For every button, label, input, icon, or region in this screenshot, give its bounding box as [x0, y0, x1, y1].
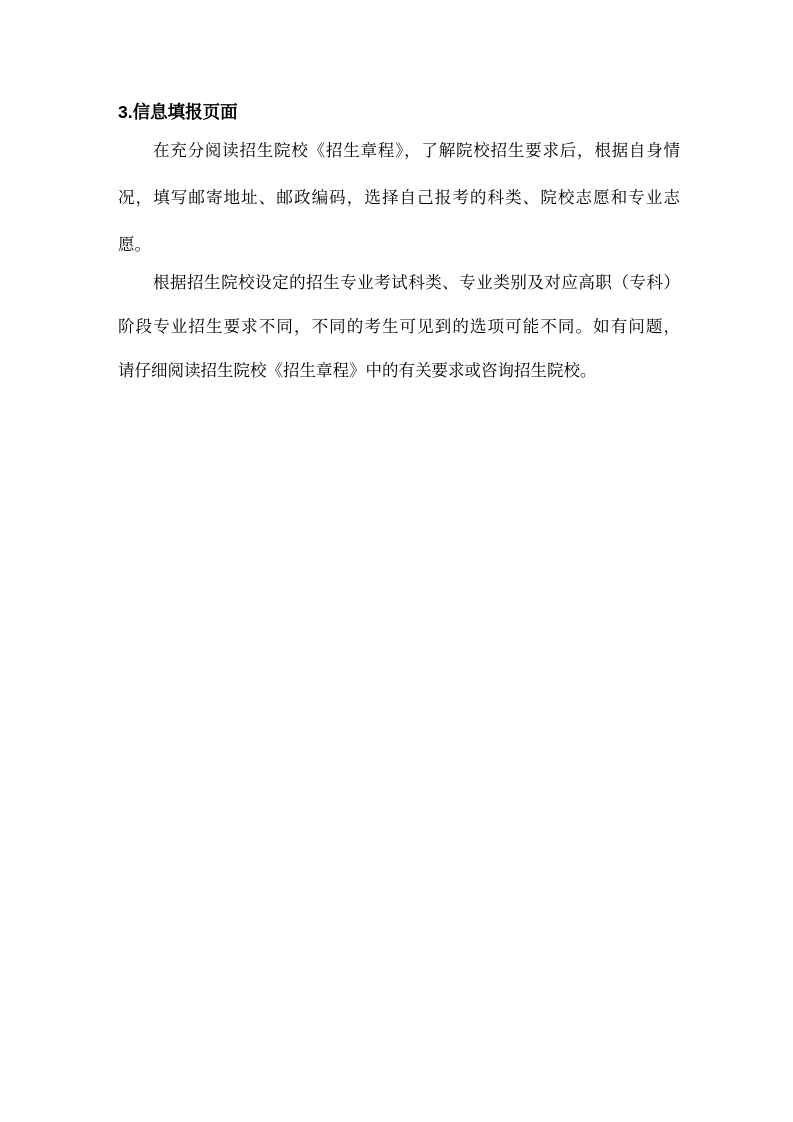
- paragraph: [118, 261, 680, 393]
- section-heading: 3.信息填报页面: [118, 102, 238, 122]
- text-line: 请仔细阅读招生院校《招生章程》中的有关要求或咨询招生院校。: [118, 362, 597, 380]
- text-line: 况，填写邮寄地址、邮政编码，选择自己报考的科类、院校志愿和专业志: [118, 189, 680, 207]
- body-paragraphs: [118, 128, 680, 393]
- text-line: 根据招生院校设定的招生专业考试科类、专业类别及对应高职（专科）: [153, 274, 680, 292]
- text-line: 阶段专业招生要求不同，不同的考生可见到的选项可能不同。如有问题，: [118, 318, 680, 336]
- paragraph: [118, 128, 680, 269]
- text-line: 在充分阅读招生院校《招生章程》，了解院校招生要求后，根据自身情: [153, 142, 680, 160]
- text-line: 愿。: [118, 236, 151, 254]
